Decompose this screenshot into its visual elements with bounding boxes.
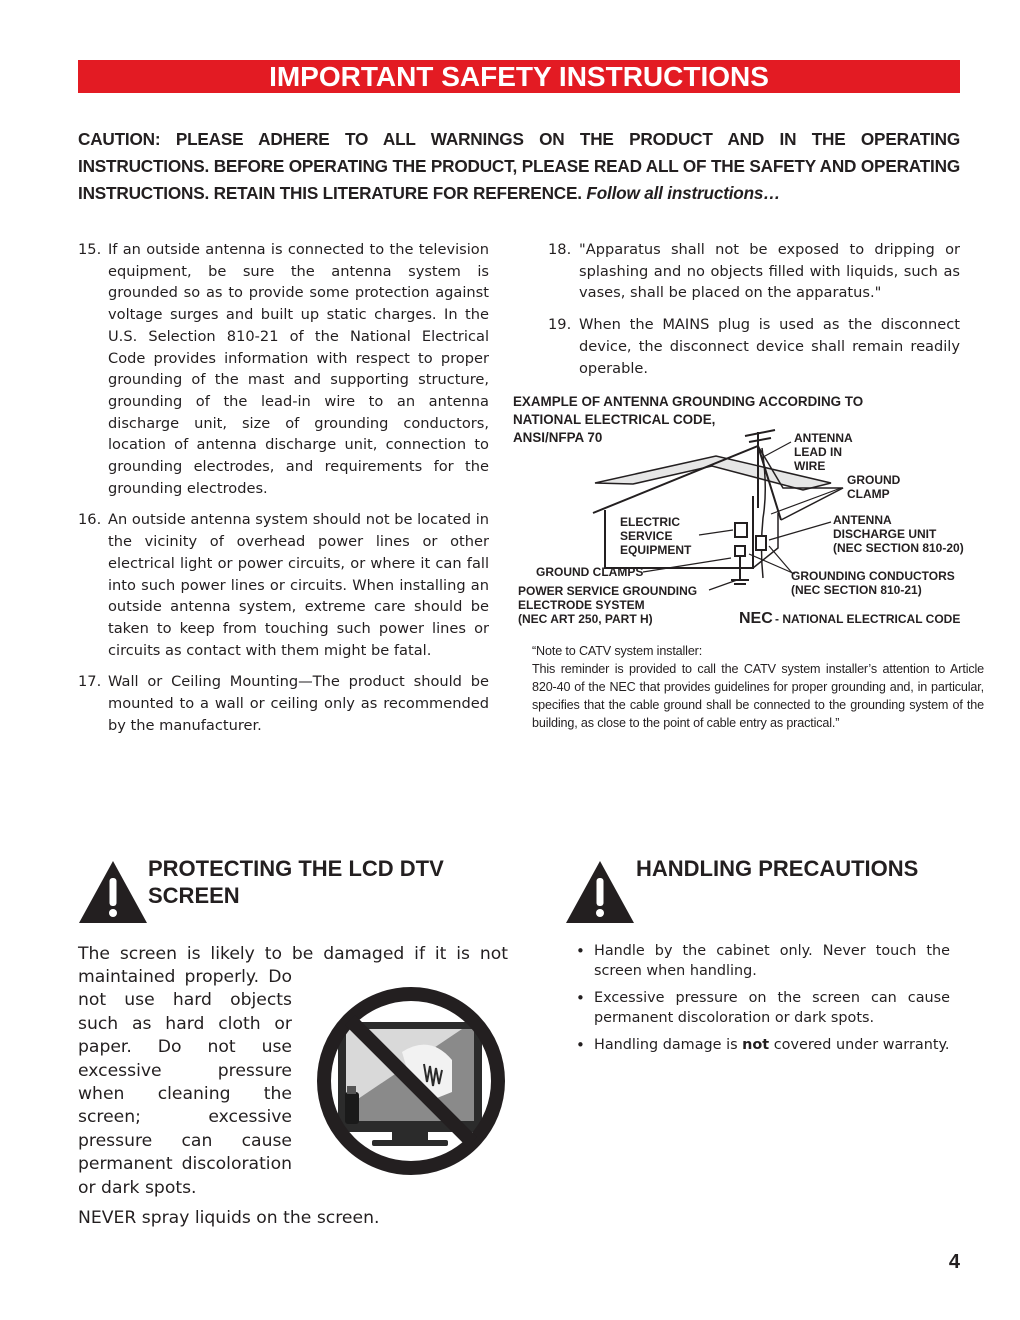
label-discharge-unit: ANTENNA	[833, 513, 892, 527]
instruction-text: If an outside antenna is connected to the television equipment, be sure the antenna system is grounded so as to provide some protection against voltage surges and built up static charges. In the U.S. Selection 810-21 of the National Electrical Code provides information with respect to proper grounding of the mast and supporting structure, grounding of the lead-in wire to an antenna discharge unit, size of grounding conductors, location of antenna discharge unit, connection to grounding electrodes, and requirements for the grounding electrodes.	[108, 241, 489, 497]
label-ground-clamp: GROUND	[847, 473, 901, 487]
page-number: 4	[948, 1251, 960, 1273]
bullet-icon: •	[576, 989, 585, 1007]
warning-triangle-icon	[565, 860, 635, 924]
antenna-grounding-diagram	[513, 428, 968, 638]
bullet-text: Handle by the cabinet only. Never touch the screen when handling.	[594, 943, 950, 979]
no-spray-icon	[312, 982, 510, 1180]
lcd-body-text: maintained properly. Do not use hard objects such as hard cloth or paper. Do not use excessive pressure when cleaning the screen; excessive pressure can cause permanent discoloration or dark spots.	[78, 967, 292, 1198]
label-electric-service: SERVICE	[620, 529, 673, 543]
label-antenna: LEAD IN	[794, 445, 842, 459]
list-item	[576, 988, 950, 1028]
label-electric-service: ELECTRIC	[620, 515, 680, 529]
instruction-text: When the MAINS plug is used as the disconnect device, the disconnect device shall remain readily operable.	[579, 316, 960, 377]
page-title-banner	[78, 60, 960, 93]
catv-note-heading: “Note to CATV system installer:	[532, 644, 703, 658]
warning-triangle-icon	[78, 860, 148, 924]
label-power-service: (NEC ART 250, PART H)	[518, 612, 653, 626]
bullet-text: covered under warranty.	[769, 1037, 950, 1053]
caution-paragraph	[78, 126, 960, 207]
bullet-emphasis: not	[742, 1037, 770, 1053]
page-title: IMPORTANT SAFETY INSTRUCTIONS	[269, 61, 769, 92]
instruction-text: Wall or Ceiling Mounting—The product should be mounted to a wall or ceiling only as recommended by the manufacturer.	[108, 673, 489, 734]
label-antenna: ANTENNA	[794, 431, 853, 445]
lcd-lead-text: The screen is likely to be damaged if it is not	[78, 944, 508, 964]
diagram-title-line: ANSI/NFPA 70	[513, 430, 603, 445]
instruction-item	[78, 509, 489, 661]
bullet-text: Handling damage is	[594, 1037, 743, 1053]
instructions-left-column	[78, 239, 489, 736]
lcd-section-title-line: SCREEN	[148, 883, 240, 908]
lcd-never-spray-text: NEVER spray liquids on the screen.	[78, 1208, 380, 1228]
instruction-text: "Apparatus shall not be exposed to dripping or splashing and no objects filled with liquids, such as vases, shall be placed on the apparatus."	[579, 241, 960, 302]
instruction-number: 15.	[78, 241, 102, 258]
lcd-section-title-line: PROTECTING THE LCD DTV	[148, 856, 444, 881]
instruction-number: 19.	[548, 316, 572, 334]
label-ground-clamp: CLAMP	[847, 487, 890, 501]
lcd-section-title	[148, 855, 508, 909]
bullet-text: Excessive pressure on the screen can cause permanent discoloration or dark spots.	[594, 990, 950, 1026]
label-nec-full: - NATIONAL ELECTRICAL CODE	[775, 612, 961, 626]
caution-follow: Follow all instructions…	[586, 183, 781, 203]
label-power-service: ELECTRODE SYSTEM	[518, 598, 645, 612]
label-grounding-conductors: GROUNDING CONDUCTORS	[791, 569, 955, 583]
handling-section-title: HANDLING PRECAUTIONS	[636, 856, 919, 881]
bullet-icon: •	[576, 1036, 585, 1054]
label-nec: NEC	[739, 610, 773, 627]
label-power-service: POWER SERVICE GROUNDING	[518, 584, 698, 598]
instruction-item	[78, 671, 489, 736]
caution-text: CAUTION: PLEASE ADHERE TO ALL WARNINGS ON THE PRODUCT AND IN THE OPERATING INSTRUCTIONS. BEFORE OPERATING THE PRODUCT, PLEASE READ ALL OF THE SAFETY AND OPERATING INSTRUCTIONS. RETAIN THIS LITERATURE FOR REFERENCE.	[78, 129, 960, 203]
label-antenna: WIRE	[794, 459, 826, 473]
diagram-title-line: NATIONAL ELECTRICAL CODE,	[513, 412, 716, 427]
instruction-number: 17.	[78, 673, 102, 691]
list-item	[576, 1035, 950, 1055]
instruction-text: An outside antenna system should not be located in the vicinity of overhead power lines or other electrical light or power circuits, or where it can fall into such power lines or circuits. When installing an outside antenna system, extreme care should be taken to keep from touching such power lines or circuits as contact with them might be fatal.	[108, 511, 489, 659]
instruction-item	[548, 314, 960, 379]
handling-bullet-list	[576, 941, 950, 1055]
diagram-title-line: EXAMPLE OF ANTENNA GROUNDING ACCORDING TO	[513, 394, 864, 409]
label-ground-clamps: GROUND CLAMPS	[536, 565, 644, 579]
label-grounding-conductors: (NEC SECTION 810-21)	[791, 583, 922, 597]
instruction-number: 18.	[548, 241, 572, 258]
label-discharge-unit: (NEC SECTION 810-20)	[833, 541, 964, 555]
catv-note	[532, 642, 984, 732]
list-item	[576, 941, 950, 981]
instructions-right-column	[548, 239, 960, 379]
instruction-item	[78, 239, 489, 499]
instruction-item	[548, 239, 960, 304]
catv-note-text: This reminder is provided to call the CATV system installer’s attention to Article 820-40 of the NEC that provides guidelines for proper grounding and, in particular, specifies that the cable ground shall be connected to the grounding system of the building, as close to the point of cable entry as practical.”	[532, 662, 984, 730]
label-electric-service: EQUIPMENT	[620, 543, 692, 557]
instruction-number: 16.	[78, 511, 102, 529]
label-discharge-unit: DISCHARGE UNIT	[833, 527, 937, 541]
bullet-icon: •	[576, 942, 585, 960]
